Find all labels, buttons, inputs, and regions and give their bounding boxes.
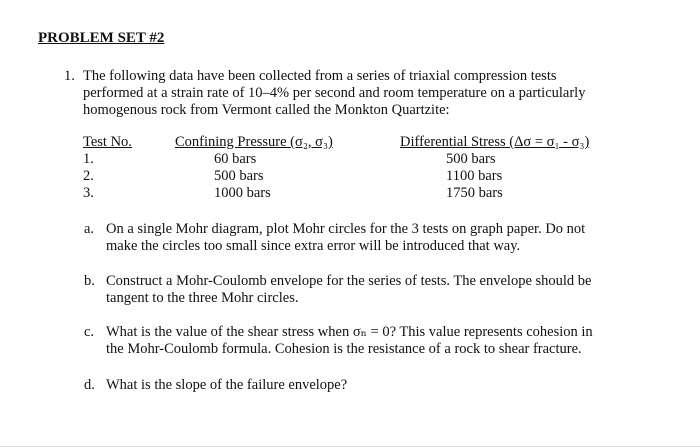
subquestion-line: What is the slope of the failure envelope?	[106, 377, 348, 393]
subquestion-line: What is the value of the shear stress when σₙ = 0? This value represents cohesion in	[106, 324, 593, 340]
subquestion-letter: d.	[84, 377, 95, 393]
column-test-no	[83, 134, 132, 202]
header-test-no: Test No.	[83, 134, 132, 150]
column-differential-stress	[400, 134, 620, 202]
table-cell-differential: 500 bars	[446, 151, 496, 167]
table-cell-differential: 1750 bars	[446, 185, 503, 201]
subquestion-line: make the circles too small since extra error will be introduced that way.	[106, 238, 521, 254]
column-confining-pressure	[175, 134, 345, 202]
subquestion-letter: a.	[84, 221, 95, 237]
table-cell-confining: 500 bars	[214, 168, 264, 184]
subquestion-line: tangent to the three Mohr circles.	[106, 290, 299, 306]
table-cell-differential: 1100 bars	[446, 168, 503, 184]
question-text	[83, 68, 643, 119]
subquestion-letter: b.	[84, 273, 95, 289]
question-line: homogenous rock from Vermont called the Monkton Quartzite:	[83, 102, 450, 118]
table-cell-confining: 1000 bars	[214, 185, 271, 201]
subquestion-line: Construct a Mohr-Coulomb envelope for the series of tests. The envelope should be	[106, 273, 592, 289]
question-line: The following data have been collected from a series of triaxial compression tests	[83, 68, 557, 84]
table-cell-test: 1.	[83, 151, 94, 167]
header-confining-pressure: Confining Pressure (σ₂, σ₃)	[175, 134, 333, 150]
table-cell-confining: 60 bars	[214, 151, 257, 167]
page-title: PROBLEM SET #2	[38, 30, 165, 46]
question-number: 1.	[64, 68, 75, 84]
table-cell-test: 3.	[83, 185, 94, 201]
table-cell-test: 2.	[83, 168, 94, 184]
subquestion-line: the Mohr-Coulomb formula. Cohesion is the resistance of a rock to shear fracture.	[106, 341, 582, 357]
header-differential-stress: Differential Stress (Δσ = σ₁ - σ₃)	[400, 134, 590, 150]
question-line: performed at a strain rate of 10–4% per second and room temperature on a particularly	[83, 85, 586, 101]
subquestion-letter: c.	[84, 324, 95, 340]
subquestion-line: On a single Mohr diagram, plot Mohr circles for the 3 tests on graph paper. Do not	[106, 221, 586, 237]
